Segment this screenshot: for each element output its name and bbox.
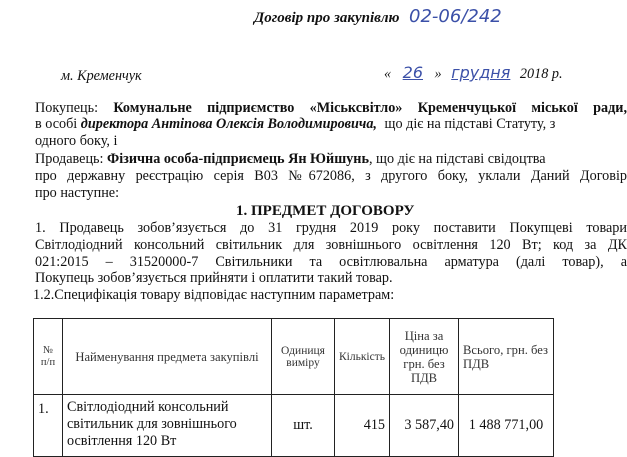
buyer-side: одного боку, і xyxy=(35,133,118,149)
header-qty: Кількість xyxy=(335,319,390,395)
buyer-representative: директора Антіпова Олексія Володимировича, xyxy=(80,116,377,132)
buyer-label: Покупець: xyxy=(35,100,99,116)
header-total: Всього, грн. без ПДВ xyxy=(459,319,554,395)
contract-city: м. Кременчук xyxy=(61,68,142,84)
buyer-line-3 xyxy=(35,133,627,150)
buyer-line-1 xyxy=(35,100,627,117)
buyer-basis: що діє на підставі Статуту, з xyxy=(384,116,556,132)
row-name-line2: світильник для зовнішнього xyxy=(67,416,237,432)
row-name xyxy=(63,395,272,457)
buyer-in-person-of: в особі xyxy=(35,116,78,132)
date-quote-open: « xyxy=(384,66,392,82)
table-row xyxy=(34,395,554,457)
date-year: 2018 р. xyxy=(519,66,563,82)
contract-date xyxy=(384,64,562,83)
seller-line-2: про державну реєстрацію серія В03 №672086, з другого боку, уклали Даний Договір xyxy=(35,168,627,184)
date-quote-close: » xyxy=(434,66,442,82)
section1-p2: 1.2.Специфікація товару відповідає наступним параметрам: xyxy=(33,287,395,303)
header-unit: Одиниця виміру xyxy=(272,319,335,395)
date-day: 26 xyxy=(402,63,423,82)
specification-table xyxy=(33,318,554,457)
date-month: грудня xyxy=(451,63,511,82)
seller-label: Продавець: xyxy=(35,151,104,167)
section1-p1-line2: Світлодіодний консольний світильник для зовнішнього освітлення 120 Вт; код за ДК xyxy=(35,237,627,253)
section1-p1-line4: Покупець зобов’язується прийняти і оплатити такий товар. xyxy=(35,270,393,286)
seller-line-1 xyxy=(35,151,627,168)
contract-title-row xyxy=(254,8,502,27)
buyer-line-2 xyxy=(35,116,627,133)
seller-line-3: про наступне: xyxy=(35,185,120,201)
contract-title: Договір про закупівлю xyxy=(254,10,400,26)
section1-p1-line3: 021:2015 – 31520000-7 Світильники та освітлювальна арматура (далі товар), а xyxy=(35,254,627,270)
buyer-name: Комунальне підприємство «Міськсвітло» Кременчуцької міської ради, xyxy=(113,100,627,116)
header-num: № п/п xyxy=(34,319,63,395)
row-num: 1. xyxy=(34,395,63,457)
section-heading: 1. ПРЕДМЕТ ДОГОВОРУ xyxy=(236,203,415,219)
contract-number: 02-06/242 xyxy=(409,6,502,27)
header-price: Ціна за одиницю грн. без ПДВ xyxy=(390,319,459,395)
seller-basis: , що діє на підставі свідоцтва xyxy=(368,151,546,167)
header-name: Найменування предмета закупівлі xyxy=(63,319,272,395)
row-unit: шт. xyxy=(272,395,335,457)
table-header-row xyxy=(34,319,554,395)
row-name-line3: освітлення 120 Вт xyxy=(67,433,177,449)
seller-name: Фізична особа-підприємець Ян Юйшунь xyxy=(107,151,369,167)
row-qty: 415 xyxy=(335,395,390,457)
row-name-line1: Світлодіодний консольний xyxy=(67,399,229,415)
row-total: 1 488 771,00 xyxy=(459,395,554,457)
row-price: 3 587,40 xyxy=(390,395,459,457)
section1-p1-line1: 1. Продавець зобов’язується до 31 грудня 2019 року поставити Покупцеві товари xyxy=(35,220,627,236)
